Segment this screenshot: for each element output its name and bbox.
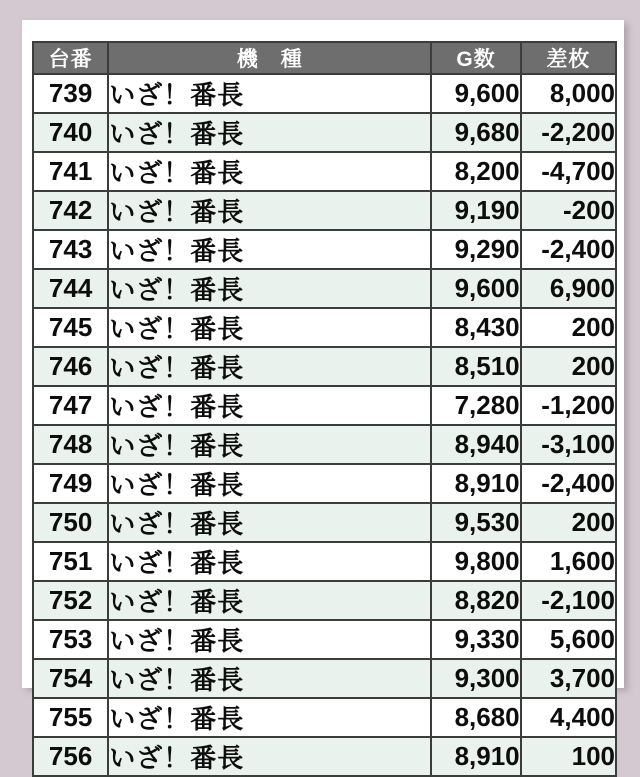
table-row [33, 74, 616, 113]
cell-game-count: 8,910 [431, 737, 520, 776]
cell-machine-number: 740 [33, 113, 108, 152]
table-row [33, 542, 616, 581]
table-header-row [33, 42, 616, 74]
cell-model-name: いざ！番長 [108, 308, 431, 347]
cell-game-count: 9,530 [431, 503, 520, 542]
cell-model-name: いざ！番長 [108, 464, 431, 503]
cell-machine-number: 752 [33, 581, 108, 620]
cell-model-name: いざ！番長 [108, 386, 431, 425]
cell-model-name: いざ！番長 [108, 620, 431, 659]
cell-medal-diff: -2,100 [521, 581, 616, 620]
table-row [33, 269, 616, 308]
column-header-model: 機 種 [108, 42, 431, 74]
table-row [33, 581, 616, 620]
cell-medal-diff: 4,400 [521, 698, 616, 737]
cell-model-name: いざ！番長 [108, 152, 431, 191]
cell-game-count: 8,430 [431, 308, 520, 347]
cell-game-count: 9,680 [431, 113, 520, 152]
table-row [33, 230, 616, 269]
table-row [33, 698, 616, 737]
cell-medal-diff: 3,700 [521, 659, 616, 698]
cell-machine-number: 741 [33, 152, 108, 191]
cell-machine-number: 755 [33, 698, 108, 737]
cell-medal-diff: -2,400 [521, 464, 616, 503]
cell-machine-number: 750 [33, 503, 108, 542]
cell-machine-number: 747 [33, 386, 108, 425]
table-row [33, 152, 616, 191]
cell-machine-number: 742 [33, 191, 108, 230]
cell-medal-diff: -3,100 [521, 425, 616, 464]
cell-game-count: 8,680 [431, 698, 520, 737]
cell-medal-diff: 6,900 [521, 269, 616, 308]
cell-model-name: いざ！番長 [108, 113, 431, 152]
cell-machine-number: 751 [33, 542, 108, 581]
cell-machine-number: 756 [33, 737, 108, 776]
cell-medal-diff: -1,200 [521, 386, 616, 425]
cell-medal-diff: 5,600 [521, 620, 616, 659]
column-header-games: G数 [431, 42, 520, 74]
cell-model-name: いざ！番長 [108, 191, 431, 230]
cell-machine-number: 739 [33, 74, 108, 113]
cell-medal-diff: 1,600 [521, 542, 616, 581]
cell-model-name: いざ！番長 [108, 737, 431, 776]
cell-game-count: 9,300 [431, 659, 520, 698]
cell-machine-number: 745 [33, 308, 108, 347]
cell-medal-diff: -200 [521, 191, 616, 230]
cell-game-count: 8,200 [431, 152, 520, 191]
cell-game-count: 9,330 [431, 620, 520, 659]
cell-machine-number: 748 [33, 425, 108, 464]
cell-model-name: いざ！番長 [108, 425, 431, 464]
cell-game-count: 8,820 [431, 581, 520, 620]
data-card [22, 20, 624, 773]
table-row [33, 503, 616, 542]
cell-model-name: いざ！番長 [108, 74, 431, 113]
cell-machine-number: 744 [33, 269, 108, 308]
column-header-no: 台番 [33, 42, 108, 74]
table-row [33, 347, 616, 386]
table-row [33, 308, 616, 347]
cell-game-count: 9,290 [431, 230, 520, 269]
cell-medal-diff: 200 [521, 308, 616, 347]
cell-game-count: 9,600 [431, 74, 520, 113]
cell-medal-diff: 100 [521, 737, 616, 776]
cell-model-name: いざ！番長 [108, 659, 431, 698]
cell-game-count: 8,910 [431, 464, 520, 503]
cell-model-name: いざ！番長 [108, 269, 431, 308]
cell-machine-number: 749 [33, 464, 108, 503]
cell-game-count: 8,940 [431, 425, 520, 464]
cell-machine-number: 746 [33, 347, 108, 386]
cell-game-count: 9,600 [431, 269, 520, 308]
machine-data-table [32, 41, 617, 777]
cell-medal-diff: 200 [521, 347, 616, 386]
cell-machine-number: 743 [33, 230, 108, 269]
cell-game-count: 7,280 [431, 386, 520, 425]
cell-model-name: いざ！番長 [108, 698, 431, 737]
cell-machine-number: 753 [33, 620, 108, 659]
cell-game-count: 8,510 [431, 347, 520, 386]
table-row [33, 659, 616, 698]
column-header-diff: 差枚 [521, 42, 616, 74]
cell-machine-number: 754 [33, 659, 108, 698]
cell-medal-diff: 8,000 [521, 74, 616, 113]
cell-medal-diff: -2,400 [521, 230, 616, 269]
table-row [33, 191, 616, 230]
cell-model-name: いざ！番長 [108, 542, 431, 581]
table-row [33, 737, 616, 776]
table-row [33, 464, 616, 503]
table-row [33, 386, 616, 425]
table-row [33, 113, 616, 152]
cell-model-name: いざ！番長 [108, 230, 431, 269]
cell-medal-diff: 200 [521, 503, 616, 542]
cell-medal-diff: -2,200 [521, 113, 616, 152]
cell-model-name: いざ！番長 [108, 347, 431, 386]
cell-medal-diff: -4,700 [521, 152, 616, 191]
table-row [33, 620, 616, 659]
cell-model-name: いざ！番長 [108, 503, 431, 542]
cell-model-name: いざ！番長 [108, 581, 431, 620]
table-row [33, 425, 616, 464]
cell-game-count: 9,800 [431, 542, 520, 581]
cell-game-count: 9,190 [431, 191, 520, 230]
